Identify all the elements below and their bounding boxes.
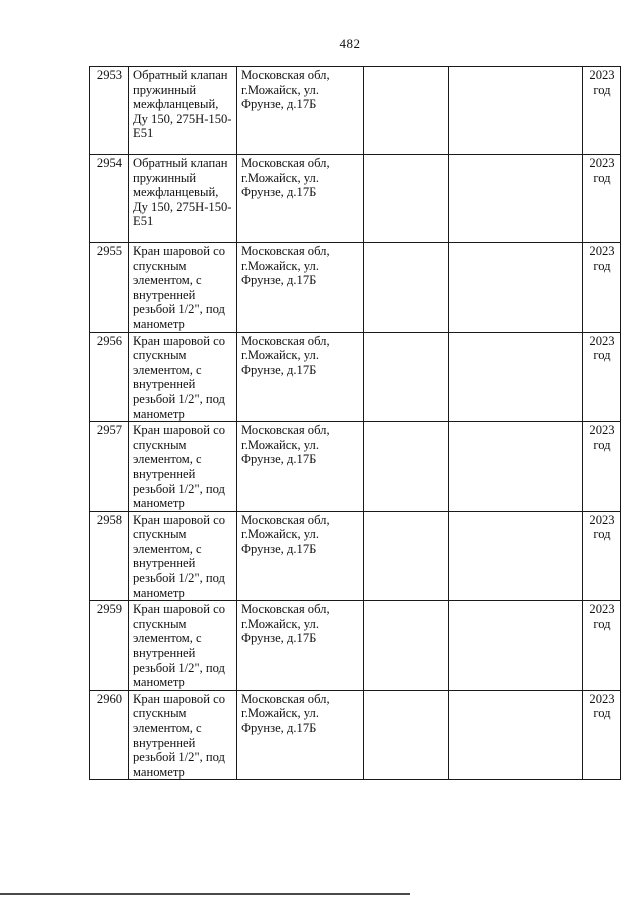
row-number: 2959 xyxy=(90,601,129,691)
item-address: Московская обл, г.Можайск, ул. Фрунзе, д.17Б xyxy=(237,67,364,155)
item-year: 2023 год xyxy=(583,511,621,601)
table-row xyxy=(90,332,621,422)
item-name: Обратный клапан пружинный межфланцевый, Ду 150, 275Н-150-Е51 xyxy=(129,155,237,243)
empty-cell xyxy=(449,601,583,691)
item-name: Кран шаровой со спускным элементом, с внутренней резьбой 1/2", под манометр xyxy=(129,690,237,780)
empty-cell xyxy=(364,422,449,512)
empty-cell xyxy=(449,155,583,243)
item-address: Московская обл, г.Можайск, ул. Фрунзе, д.17Б xyxy=(237,155,364,243)
row-number: 2958 xyxy=(90,511,129,601)
item-address: Московская обл, г.Можайск, ул. Фрунзе, д.17Б xyxy=(237,511,364,601)
item-year: 2023 год xyxy=(583,332,621,422)
empty-cell xyxy=(449,243,583,333)
empty-cell xyxy=(364,155,449,243)
item-name: Кран шаровой со спускным элементом, с внутренней резьбой 1/2", под манометр xyxy=(129,422,237,512)
table-row xyxy=(90,511,621,601)
empty-cell xyxy=(364,601,449,691)
registry-table xyxy=(89,66,621,780)
empty-cell xyxy=(449,67,583,155)
table-row xyxy=(90,690,621,780)
row-number: 2954 xyxy=(90,155,129,243)
row-number: 2957 xyxy=(90,422,129,512)
item-year: 2023 год xyxy=(583,155,621,243)
table-row xyxy=(90,422,621,512)
table-row xyxy=(90,601,621,691)
item-address: Московская обл, г.Можайск, ул. Фрунзе, д.17Б xyxy=(237,690,364,780)
empty-cell xyxy=(364,67,449,155)
item-address: Московская обл, г.Можайск, ул. Фрунзе, д.17Б xyxy=(237,601,364,691)
empty-cell xyxy=(364,511,449,601)
empty-cell xyxy=(449,422,583,512)
item-name: Кран шаровой со спускным элементом, с внутренней резьбой 1/2", под манометр xyxy=(129,332,237,422)
item-name: Обратный клапан пружинный межфланцевый, Ду 150, 275Н-150-Е51 xyxy=(129,67,237,155)
table-row xyxy=(90,243,621,333)
empty-cell xyxy=(364,243,449,333)
row-number: 2956 xyxy=(90,332,129,422)
empty-cell xyxy=(449,690,583,780)
item-address: Московская обл, г.Можайск, ул. Фрунзе, д.17Б xyxy=(237,332,364,422)
empty-cell xyxy=(449,511,583,601)
page-number: 482 xyxy=(339,36,361,51)
scan-edge-divider xyxy=(0,893,410,895)
item-year: 2023 год xyxy=(583,67,621,155)
row-number: 2953 xyxy=(90,67,129,155)
item-year: 2023 год xyxy=(583,601,621,691)
item-address: Московская обл, г.Можайск, ул. Фрунзе, д.17Б xyxy=(237,243,364,333)
row-number: 2960 xyxy=(90,690,129,780)
item-year: 2023 год xyxy=(583,243,621,333)
empty-cell xyxy=(449,332,583,422)
table-row xyxy=(90,155,621,243)
row-number: 2955 xyxy=(90,243,129,333)
empty-cell xyxy=(364,332,449,422)
item-year: 2023 год xyxy=(583,422,621,512)
item-name: Кран шаровой со спускным элементом, с внутренней резьбой 1/2", под манометр xyxy=(129,243,237,333)
table-row xyxy=(90,67,621,155)
item-year: 2023 год xyxy=(583,690,621,780)
item-name: Кран шаровой со спускным элементом, с внутренней резьбой 1/2", под манометр xyxy=(129,511,237,601)
empty-cell xyxy=(364,690,449,780)
item-name: Кран шаровой со спускным элементом, с внутренней резьбой 1/2", под манометр xyxy=(129,601,237,691)
item-address: Московская обл, г.Можайск, ул. Фрунзе, д.17Б xyxy=(237,422,364,512)
